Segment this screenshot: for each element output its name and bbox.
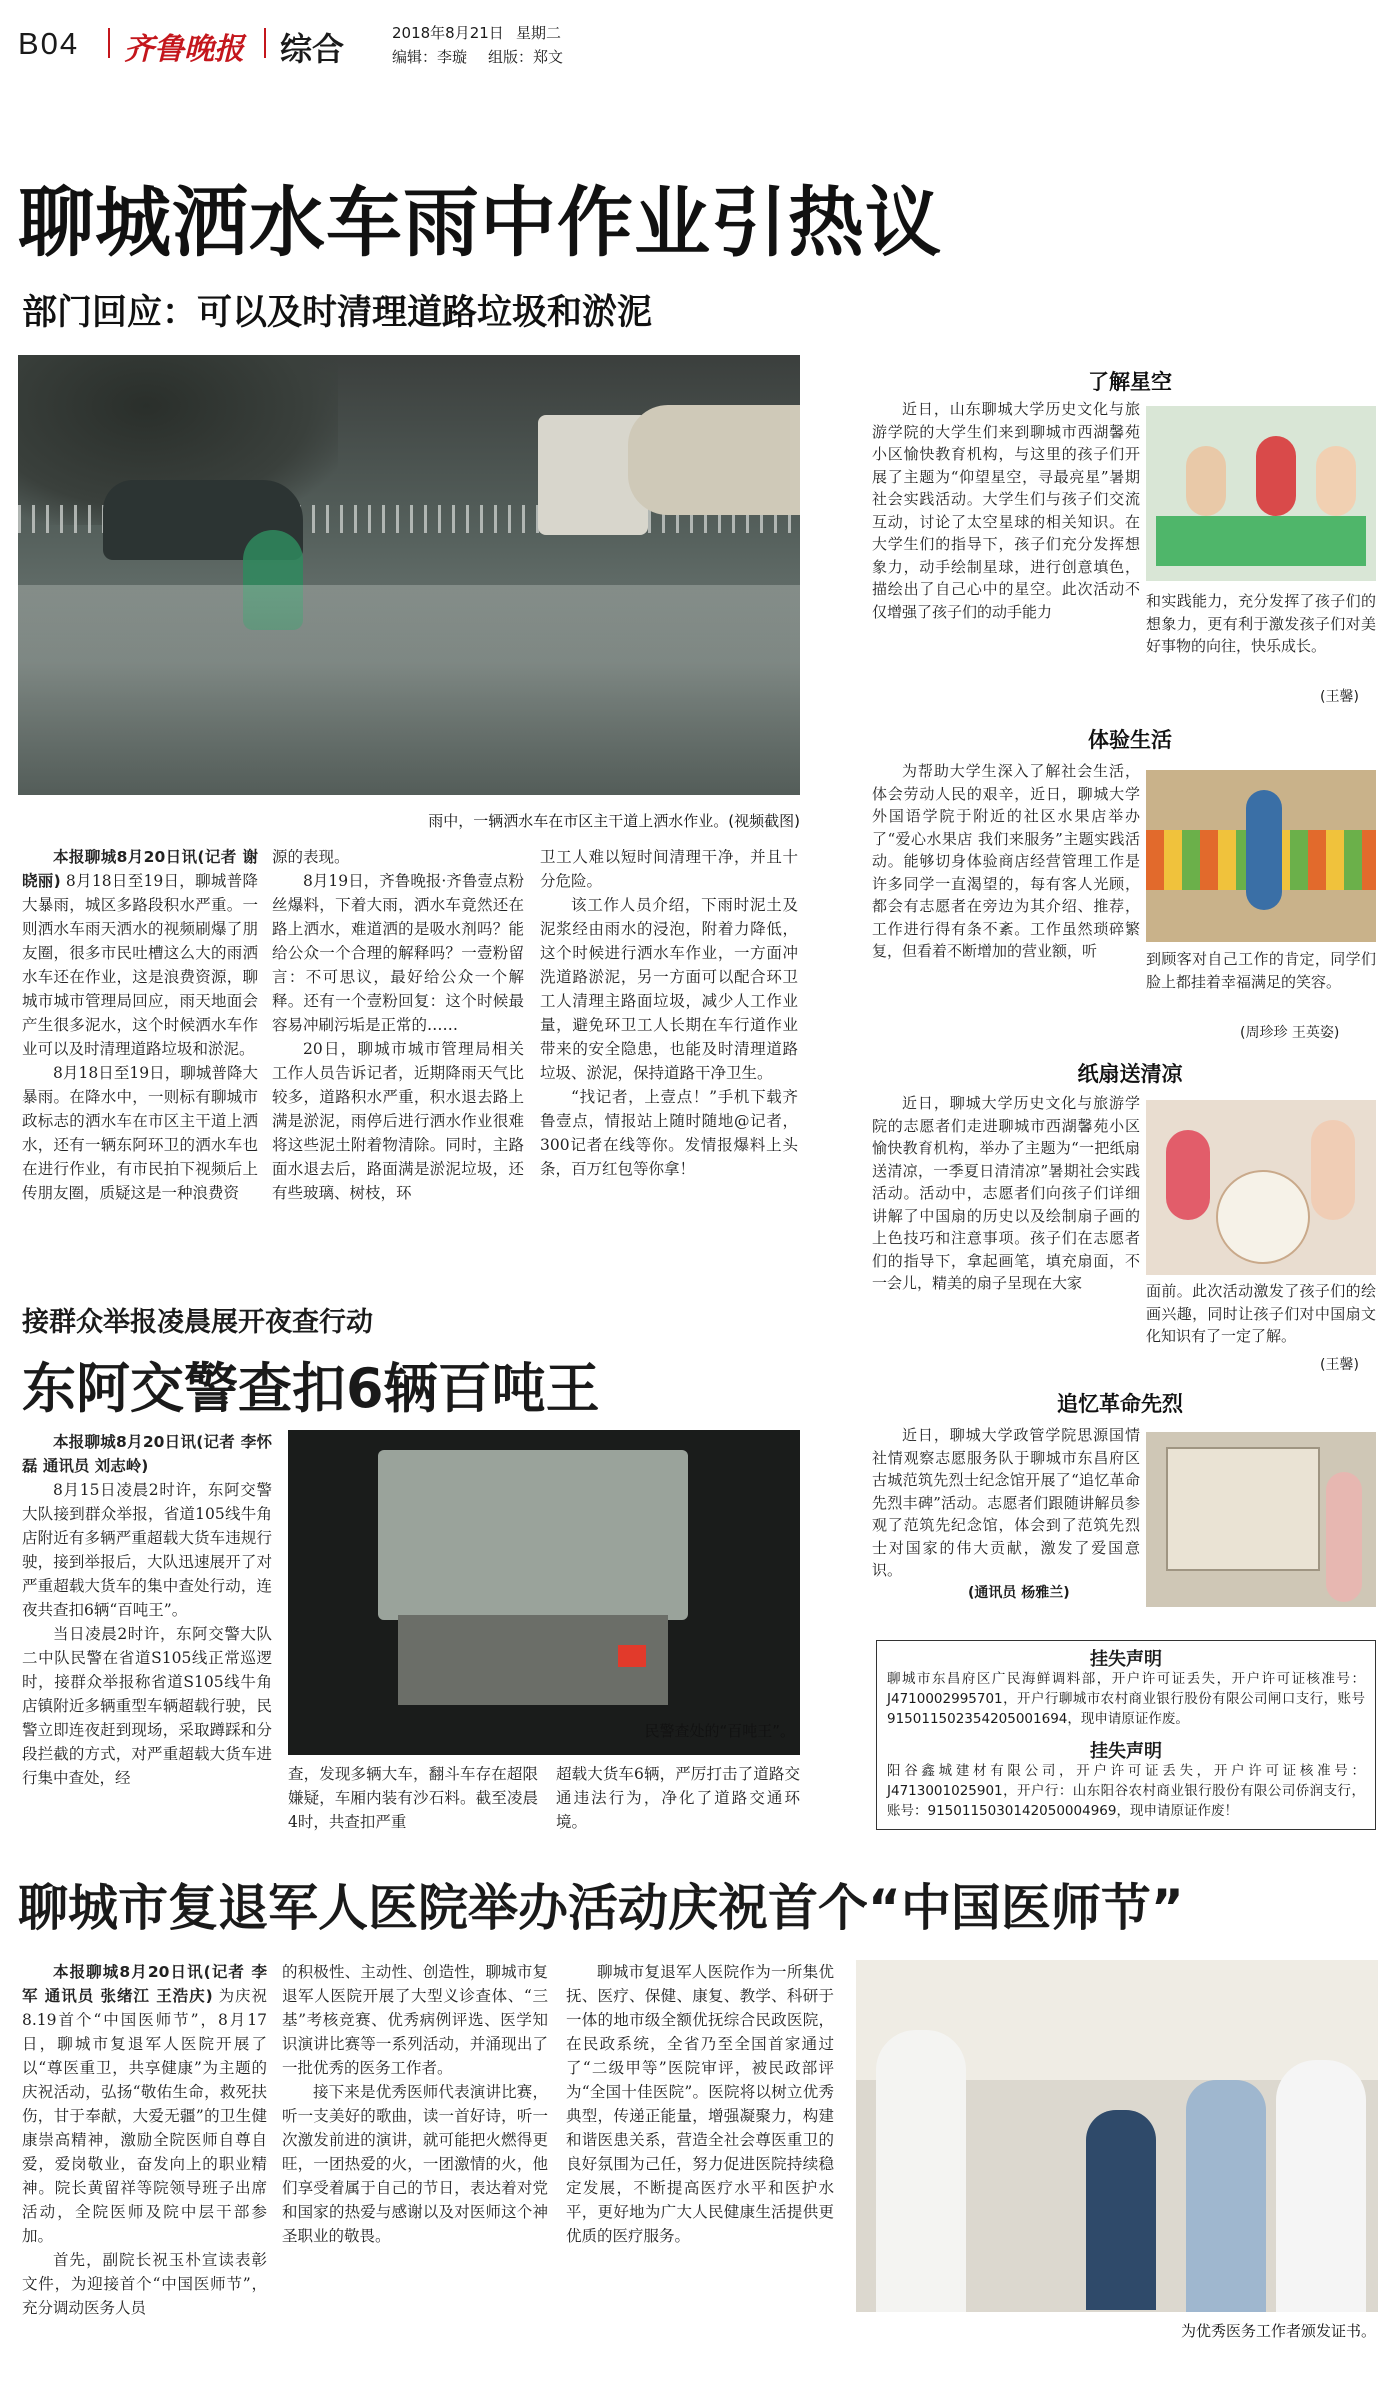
photo-road xyxy=(18,585,800,795)
paper-logo: 齐鲁晚报 xyxy=(124,32,244,67)
sidebar-text xyxy=(1146,590,1376,658)
photo-child xyxy=(1256,436,1296,516)
lead-paragraph: 卫工人难以短时间清理干净，并且十分危险。 xyxy=(540,848,798,890)
story2-paragraph: 8月15日凌晨2时许，东阿交警大队接到群众举报，省道105线牛角店附近有多辆严重超载大货车违规行驶，接到举报后，大队迅速展开了对严重超载大货车的集中查处行动，连夜共查扣6辆“百吨王”。 xyxy=(22,1481,272,1619)
story2-paragraph: 当日凌晨2时许，东阿交警大队二中队民警在省道S105线正常巡逻时，接群众举报称省道S105线牛角店镇附近多辆重型车辆超载行驶，民警立即连夜赶到现场，采取蹲踩和分段拦截的方式，对严重超载大货车进行集中查处，经 xyxy=(22,1625,272,1787)
story2-headline: 东阿交警查扣6辆百吨王 xyxy=(22,1357,600,1420)
sidebar-credit: (王馨) xyxy=(1320,1357,1359,1373)
sidebar-paragraph: 为帮助大学生深入了解社会生活，体会劳动人民的艰辛，近日，聊城大学外国语学院于附近的社区水果店举办了“爱心水果店 我们来服务”主题实践活动。能够切身体验商店经营管理工作是许多同学一直渴望的，每有客人光顾，都会有志愿者在旁边为其介绍、推荐，工作进行得有条不紊。工作虽然琐碎繁复，但看着不断增加的营业额，听 xyxy=(872,762,1140,960)
sidebar-paragraph: 近日，聊城大学政管学院思源国情社情观察志愿服务队于聊城市东昌府区古城范筑先烈士纪念馆开展了“追忆革命先烈丰碑”活动。志愿者们跟随讲解员参观了范筑先纪念馆，体会到了范筑先烈士对国家的伟大贡献，激发了爱国意识。 xyxy=(872,1426,1140,1579)
sidebar-title: 了解星空 xyxy=(1088,370,1172,394)
lead-byline: 本报聊城8月20日讯(记者 谢晓丽) xyxy=(22,848,258,890)
sidebar-photo-1 xyxy=(1146,406,1376,581)
story3-photo xyxy=(856,1960,1378,2312)
sidebar-text xyxy=(872,1424,1140,1582)
lead-photo xyxy=(18,355,800,795)
story2-byline: 本报聊城8月20日讯(记者 李怀磊 通讯员 刘志岭) xyxy=(22,1433,272,1475)
story3-paragraph: 首先，副院长祝玉朴宣读表彰文件，为迎接首个“中国医师节”，充分调动医务人员 xyxy=(22,2251,267,2317)
sidebar-title: 追忆革命先烈 xyxy=(1057,1392,1183,1416)
sidebar-credit: (王馨) xyxy=(1320,689,1359,705)
photo-person xyxy=(1276,2060,1366,2312)
story2-photo-caption: 民警查处的“百吨王”。 xyxy=(644,1722,795,1740)
story3-paragraph: 接下来是优秀医师代表演讲比赛，听一支美好的歌曲，读一首好诗，听一次激发前进的演讲，就可能把火燃得更旺，一团热爱的火，一团激情的火，他们享受着属于自己的节日，表达着对党和国家的热爱与感谢以及对医师这个神圣职业的敬畏。 xyxy=(282,2083,548,2245)
lead-paragraph: 8月18日至19日，聊城普降大暴雨，城区多路段积水严重。一则洒水车雨天洒水的视频刷爆了朋友圈，很多市民吐槽这么大的雨洒水车还在作业，这是浪费资源，聊城市城市管理局回应，雨天地面会产生很多泥水，这个时候洒水车作业可以及时清理道路垃圾和淤泥。 xyxy=(22,872,258,1058)
notice-title: 挂失声明 xyxy=(1090,1741,1162,1762)
notice-title: 挂失声明 xyxy=(1090,1649,1162,1670)
photo-truck-tank xyxy=(628,405,800,515)
lead-col-3 xyxy=(540,845,798,1181)
notices-box xyxy=(876,1640,1376,1830)
photo-person xyxy=(1086,2110,1156,2310)
photo-person xyxy=(876,2030,966,2312)
sidebar-paragraph: 到顾客对自己工作的肯定，同学们脸上都挂着幸福满足的笑容。 xyxy=(1146,950,1376,991)
sidebar-text xyxy=(872,1092,1140,1295)
story2-col-3 xyxy=(556,1762,800,1834)
lead-paragraph: 源的表现。 xyxy=(272,848,350,866)
sidebar-photo-4 xyxy=(1146,1432,1376,1607)
page-number: B04 xyxy=(18,26,80,61)
story3-byline: 本报聊城8月20日讯(记者 李军 通讯员 张绪江 王浩庆) xyxy=(22,1963,267,2005)
photo-truck-cargo xyxy=(378,1450,688,1620)
issue-weekday: 星期二 xyxy=(516,24,562,42)
story3-paragraph: 的积极性、主动性、创造性，聊城市复退军人医院开展了大型义诊查体、“三基”考核竞赛、优秀病例评选、医学知识演讲比赛等一系列活动，并涌现出了一批优秀的医务工作者。 xyxy=(282,1963,548,2077)
lead-paragraph: 该工作人员介绍，下雨时泥土及泥浆经由雨水的浸泡，附着力降低，这个时候进行洒水车作业，一方面冲洗道路淤泥，另一方面可以配合环卫工人清理主路面垃圾，减少人工作业量，避免环卫工人长期在车行道作业带来的安全隐患，也能及时清理道路垃圾、淤泥，保持道路干净卫生。 xyxy=(540,896,798,1082)
story3-col-1 xyxy=(22,1960,267,2320)
sidebar-title: 体验生活 xyxy=(1088,728,1172,752)
divider xyxy=(108,28,110,58)
story2-paragraph: 超载大货车6辆，严厉打击了道路交通违法行为，净化了道路交通环境。 xyxy=(556,1765,800,1831)
divider xyxy=(264,28,266,58)
sidebar-paragraph: 和实践能力，充分发挥了孩子们的想象力，更有利于激发孩子们对美好事物的向往，快乐成长。 xyxy=(1146,592,1376,655)
lead-col-2 xyxy=(272,845,524,1205)
sidebar-text xyxy=(872,760,1140,963)
story3-headline: 聊城市复退军人医院举办活动庆祝首个“中国医师节” xyxy=(18,1879,1184,1937)
story2-photo xyxy=(288,1430,800,1755)
photo-child xyxy=(1166,1130,1210,1220)
sidebar-credit: (通讯员 杨雅兰) xyxy=(968,1585,1070,1601)
story3-paragraph: 聊城市复退军人医院作为一所集优抚、医疗、保健、康复、教学、科研于一体的地市级全额优抚综合民政医院，在民政系统，全省乃至全国首家通过了“二级甲等”医院审评，被民政部评为“全国十佳医院”。医院将以树立优秀典型，传递正能量，增强凝聚力，构建和谐医患关系，营造全社会尊医重卫的良好氛围为己任，努力促进医院持续稳定发展，不断提高医疗水平和医护水平，更好地为广大人民健康生活提供更优质的医疗服务。 xyxy=(566,1963,834,2245)
photo-child xyxy=(1186,446,1226,516)
photo-child xyxy=(1316,446,1356,516)
issue-date: 2018年8月21日 xyxy=(392,24,504,42)
page-header xyxy=(18,18,1378,68)
photo-person xyxy=(1186,2080,1266,2312)
lead-paragraph: 8月18日至19日，聊城普降大暴雨。在降水中，一则标有聊城市政标志的洒水车在市区主干道上洒水，还有一辆东阿环卫的洒水车也在进行作业，有市民拍下视频后上传朋友圈，质疑这是一种浪费资 xyxy=(22,1064,258,1202)
photo-table xyxy=(1156,516,1366,566)
photo-person xyxy=(1246,790,1282,910)
sidebar-text xyxy=(872,398,1140,623)
story3-paragraph: 为庆祝8.19首个“中国医师节”，8月17日，聊城市复退军人医院开展了以“尊医重卫，共享健康”为主题的庆祝活动，弘扬“敬佑生命，救死扶伤，甘于奉献，大爱无疆”的卫生健康崇高精神，激励全院医师自尊自爱，爱岗敬业，奋发向上的职业精神。院长黄留祥等院领导班子出席活动，全院医师及院中层干部参加。 xyxy=(22,1987,267,2245)
story2-col-1 xyxy=(22,1430,272,1790)
photo-child xyxy=(1311,1120,1355,1220)
story2-paragraph: 查，发现多辆大车，翻斗车存在超限嫌疑，车厢内装有沙石料。截至凌晨4时，共查扣严重 xyxy=(288,1765,538,1831)
sidebar-photo-2 xyxy=(1146,770,1376,942)
story3-photo-caption: 为优秀医务工作者颁发证书。 xyxy=(1180,2322,1376,2340)
lead-paragraph: “找记者，上壹点！”手机下载齐鲁壹点，情报站上随时随地@记者，300记者在线等你。发情报爆料上头条，百万红包等你拿！ xyxy=(540,1088,798,1178)
editor-credit: 编辑：李璇 xyxy=(392,48,468,66)
lead-headline: 聊城洒水车雨中作业引热议 xyxy=(18,178,942,267)
sidebar-paragraph: 近日，聊城大学历史文化与旅游学院的志愿者们走进聊城市西湖馨苑小区愉快教育机构，举办了主题为“一把纸扇送清凉，一季夏日清清凉”暑期社会实践活动。活动中，志愿者们向孩子们详细讲解了中国扇的历史以及绘制扇子画的上色技巧和注意事项。孩子们在志愿者们的指导下，拿起画笔，填充扇面，不一会儿，精美的扇子呈现在大家 xyxy=(872,1094,1140,1292)
sidebar-text xyxy=(1146,1280,1376,1348)
notice-body: 阳谷鑫城建材有限公司，开户许可证丢失，开户许可证核准号：J4713001025901，开户行：山东阳谷农村商业银行股份有限公司侨润支行，账号：9150115030142050004969，现申请原证作废！ xyxy=(887,1763,1365,1819)
section-name: 综合 xyxy=(280,30,345,68)
story2-kicker: 接群众举报凌晨展开夜查行动 xyxy=(22,1307,373,1338)
lead-subhead: 部门回应：可以及时清理道路垃圾和淤泥 xyxy=(22,293,653,333)
sidebar-text xyxy=(1146,948,1376,993)
photo-taillight xyxy=(618,1645,646,1667)
lead-col-1 xyxy=(22,845,258,1205)
sidebar-credit: (周珍珍 王英姿) xyxy=(1240,1025,1340,1041)
story3-col-2 xyxy=(282,1960,548,2248)
sidebar-paragraph: 面前。此次活动激发了孩子们的绘画兴趣，同时让孩子们对中国扇文化知识有了一定了解。 xyxy=(1146,1282,1376,1345)
lead-photo-caption: 雨中，一辆洒水车在市区主干道上洒水作业。(视频截图) xyxy=(428,812,800,830)
layout-credit: 组版：郑文 xyxy=(488,48,564,66)
lead-paragraph: 20日，聊城市城市管理局相关工作人员告诉记者，近期降雨天气比较多，道路积水严重，积水退去路上满是淤泥，雨停后进行洒水作业很难将这些泥土附着物清除。同时，主路面水退去后，路面满是淤泥垃圾，还有些玻璃、树枝，环 xyxy=(272,1040,524,1202)
sidebar-paragraph: 近日，山东聊城大学历史文化与旅游学院的大学生们来到聊城市西湖馨苑小区愉快教育机构，与这里的孩子们开展了主题为“仰望星空，寻最亮星”暑期社会实践活动。大学生们与孩子们交流互动，讨论了太空星球的相关知识。在大学生们的指导下，孩子们充分发挥想象力，动手绘制星球，进行创意填色，描绘出了自己心中的星空。此次活动不仅增强了孩子们的动手能力 xyxy=(872,400,1140,621)
story3-col-3 xyxy=(566,1960,834,2248)
sidebar-title: 纸扇送清凉 xyxy=(1077,1062,1183,1086)
sidebar-photo-3 xyxy=(1146,1100,1376,1275)
photo-fan xyxy=(1216,1170,1310,1264)
photo-person xyxy=(1326,1472,1362,1602)
photo-map xyxy=(1166,1447,1320,1571)
story2-col-2 xyxy=(288,1762,538,1834)
lead-paragraph: 8月19日，齐鲁晚报·齐鲁壹点粉丝爆料，下着大雨，洒水车竟然还在路上洒水，难道洒的是吸水剂吗？能给公众一个合理的解释吗？一壹粉留言：不可思议，最好给公众一个解释。还有一个壹粉回复：这个时候最容易冲刷污垢是正常的…… xyxy=(272,872,524,1034)
notice-body: 聊城市东昌府区广民海鲜调料部，开户许可证丢失，开户许可证核准号：J4710002995701，开户行聊城市农村商业银行股份有限公司闸口支行，账号915011502354205001694，现申请原证作废。 xyxy=(887,1671,1365,1727)
